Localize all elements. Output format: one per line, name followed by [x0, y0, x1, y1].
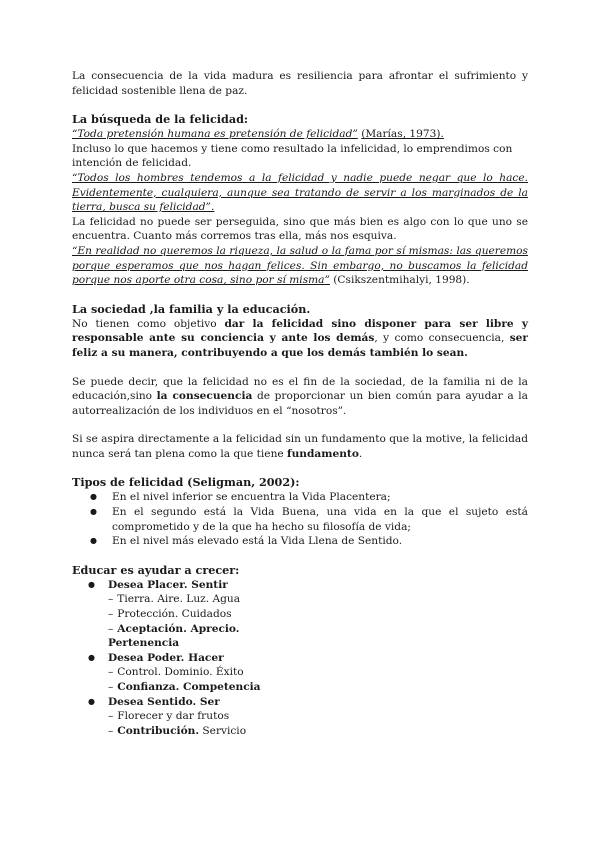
sociedad-heading: La sociedad ,la familia y la educación.: [72, 301, 311, 316]
bold-run: ser feliz a su manera, contribuyendo a que los demás también lo sean.: [72, 332, 529, 359]
busqueda-quote-3: [72, 244, 528, 288]
list-item: [72, 578, 528, 651]
sub-item-text: Aceptación. Aprecio.: [117, 622, 240, 635]
sub-list: [108, 592, 528, 650]
quote-citation: (Marías, 1973).: [361, 128, 444, 141]
dash: –: [108, 666, 114, 679]
sub-list: [108, 709, 528, 738]
sub-item-text: Protección. Cuidados: [117, 608, 232, 621]
list-item: ● En el nivel más elevado está la Vida Llena de Sentido.: [72, 534, 528, 549]
quote-text: “En realidad no queremos la riqueza, la salud o la fama por sí mismas: las queremos porque esperamos que nos hagan felices. Sin embargo, no buscamos la felicidad porque nos aporte otra cosa, sino por sí misma”: [72, 244, 528, 287]
sociedad-paragraph-1: [72, 317, 528, 361]
sociedad-paragraph-3: [72, 432, 528, 461]
dash: –: [108, 710, 114, 723]
group-title: ● Desea Placer. Sentir: [108, 578, 228, 591]
sub-list: [108, 665, 528, 694]
sub-item: [108, 607, 528, 622]
text-run: de proporcionar un bien común para ayudar a la autorrealización de los individuos en el “nosotros”.: [72, 390, 528, 417]
sub-item-text: Florecer y dar frutos: [117, 710, 230, 723]
sub-item-continuation: [108, 636, 528, 651]
dash: –: [108, 681, 114, 693]
sub-item-text: Servicio: [199, 724, 247, 737]
sub-item-text: Pertenencia: [108, 637, 180, 650]
sub-item: [108, 680, 528, 695]
sub-item-text: Confianza. Competencia: [117, 681, 261, 693]
busqueda-text-2: La felicidad no puede ser perseguida, sino que más bien es algo con lo que uno se encuentra. Cuanto más corremos tras ella, más nos esquiva.: [72, 215, 528, 243]
dash: –: [108, 622, 114, 635]
list-item: ● En el nivel inferior se encuentra la Vida Placentera;: [72, 490, 528, 505]
text-run: Si se aspira directamente a la felicidad sin un fundamento que la motive, la felicidad nunca será tan plena como la que tiene: [72, 433, 528, 460]
text-run: Se puede decir, que la felicidad no es el fin de la sociedad, de la familia ni de la educación,sino: [72, 375, 528, 403]
text-run: , y como consecuencia,: [374, 332, 510, 345]
dash: –: [108, 608, 114, 621]
text-run: No tienen como objetivo: [72, 317, 225, 330]
sub-item: [108, 622, 528, 637]
tipos-list: [72, 490, 528, 548]
sub-item: [108, 592, 528, 607]
bold-run: dar la felicidad sino disponer para ser libre y responsable ante su conciencia y ante los demás: [72, 317, 528, 345]
quote-text: “Toda pretensión humana es pretensión de felicidad”: [72, 128, 358, 141]
text-run: .: [358, 447, 363, 460]
sub-item-text: Control. Dominio. Éxito: [117, 666, 244, 679]
list-item: [72, 695, 528, 739]
intro-paragraph: La consecuencia de la vida madura es resiliencia para afrontar el sufrimiento y felicidad sostenible llena de paz.: [72, 70, 528, 97]
group-title: ● Desea Poder. Hacer: [108, 651, 224, 664]
dash: –: [108, 593, 114, 606]
sub-item: [108, 709, 528, 724]
busqueda-quote-2: “Todos los hombres tendemos a la felicidad y nadie puede negar que lo hace. Evidentemente, cualquiera, aunque sea tratando de servir a los marginados de la tierra, busca su felicidad”.: [72, 171, 528, 214]
sub-item: [108, 724, 528, 739]
document-body: [72, 69, 528, 738]
sub-item-text: Contribución.: [117, 724, 200, 737]
bold-run: la consecuencia: [156, 390, 253, 403]
sub-item-text: Tierra. Aire. Luz. Agua: [117, 593, 241, 606]
tipos-heading: Tipos de felicidad (Seligman, 2002):: [72, 475, 300, 490]
sociedad-paragraph-2: [72, 375, 528, 419]
list-item: ● En el segundo está la Vida Buena, una vida en la que el sujeto está comprometido y de la que ha hecho su filosofía de vida;: [72, 505, 528, 534]
bold-run: fundamento: [287, 447, 359, 460]
busqueda-text-1: Incluso lo que hacemos y tiene como resultado la infelicidad, lo emprendimos con intención de felicidad.: [72, 142, 513, 170]
list-item: [72, 651, 528, 695]
educar-list: [72, 578, 528, 739]
quote-citation: (Csikszentmihalyi, 1998).: [333, 274, 470, 287]
educar-heading: Educar es ayudar a crecer:: [72, 562, 240, 577]
dash: –: [108, 724, 114, 737]
busqueda-heading: La búsqueda de la felicidad:: [72, 112, 249, 127]
sub-item: [108, 665, 528, 680]
group-title: ● Desea Sentido. Ser: [108, 695, 220, 708]
busqueda-quote-1: [72, 127, 528, 142]
